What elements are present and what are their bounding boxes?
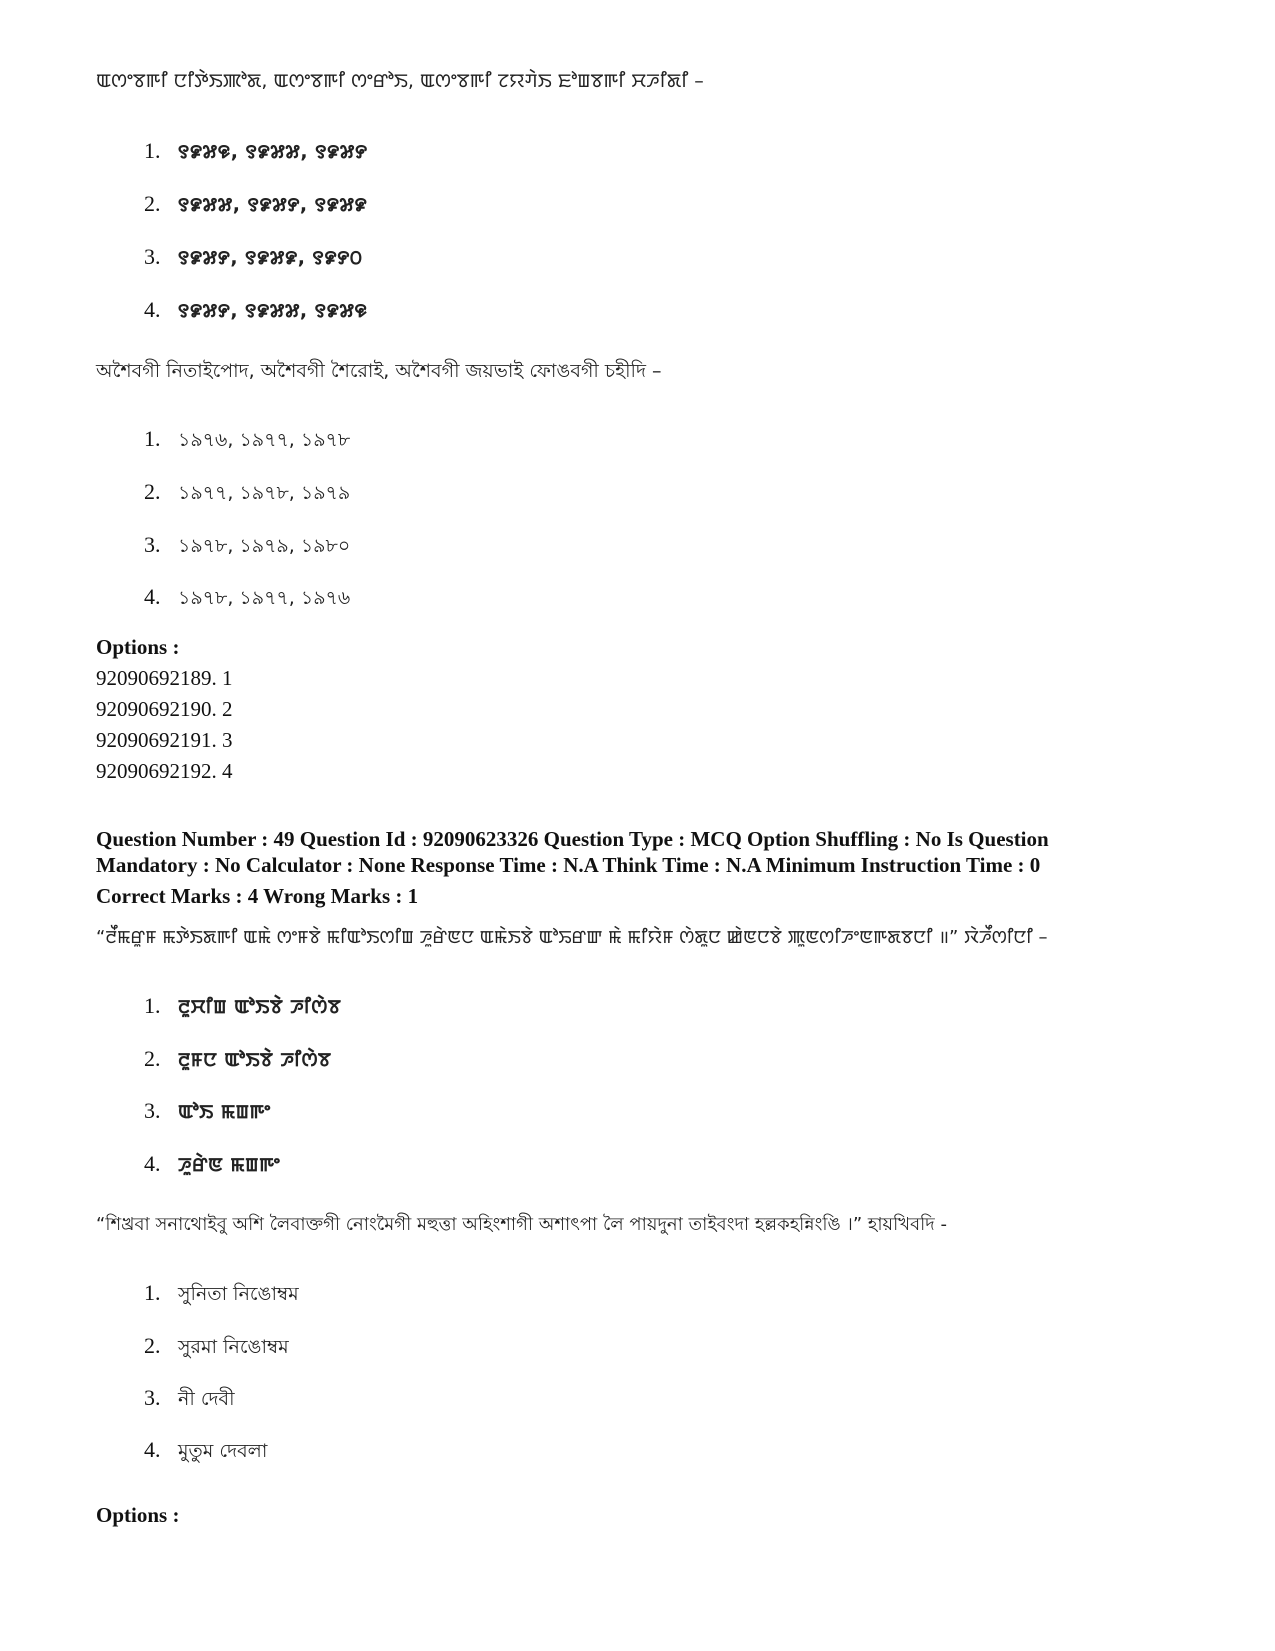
option-number: 3.	[144, 1098, 161, 1123]
option-text: ১৯৭৮, ১৯৭৭, ১৯৭৬	[178, 587, 351, 609]
option-text: ১৯৭৮, ১৯৭৯, ১৯৮০	[178, 535, 351, 557]
option-number: 3.	[144, 532, 161, 557]
option-text: ꯍꯨꯔꯥꯟ ꯃꯡꯒꯦ	[178, 1154, 281, 1176]
option-number: 1.	[144, 426, 161, 451]
option-number: 1.	[144, 993, 161, 1018]
option-text: ꯱꯹꯷꯸, ꯱꯹꯷꯷, ꯱꯹꯷꯶	[178, 300, 368, 322]
option-number: 2.	[144, 1333, 161, 1358]
option-item	[144, 426, 350, 458]
option-item	[144, 1437, 267, 1469]
question-marks-line: Correct Marks : 4 Wrong Marks : 1	[96, 884, 419, 908]
option-text: ꯱꯹꯷꯸, ꯱꯹꯷꯹, ꯱꯹꯸꯰	[178, 247, 363, 269]
question-meta	[96, 826, 1206, 909]
option-item	[144, 1280, 299, 1312]
option-text: ꯂꯨꯆꯤꯡ ꯑꯣꯏꯕꯥ ꯍꯤꯁꯥꯕ	[178, 996, 342, 1018]
question-stem-meetei-2: “ꯂꯩꯃꯔꯨꯝ ꯃꯇꯥꯏꯗꯒꯤ ꯑꯃꯥ ꯁꯦꯝꯕꯥ ꯃꯤꯑꯣꯏꯁꯤꯡ ꯍꯨꯔꯥꯟꯅ ꯑꯃꯥꯏꯕꯥ ꯑꯣꯢꯔꯛ ꯃꯥ ꯃꯤꯌꯥꯝ ꯁꯥꯗꯨꯅ ꯀꯥꯟꯅꯕꯥ ꯄꯨꯟꯁꯤꯍꯦꯟꯒꯗꯕꯅꯤ ॥” ꯋꯥꯍꯩꯁꯤꯅꯤ –	[96, 927, 1048, 948]
option-item	[144, 138, 368, 165]
question-stem-bengali-2: “শিখ্রবা সনাথোইবু অশি লৈবাক্তগী নোংমৈগী মহুত্তা অহিংশাগী অশাৎপা লৈ পায়দুনা তাইবংদা হল্লকহন্নিংঙি ।” হায়খিবদি -	[96, 1214, 947, 1235]
option-id-row: 92090692192. 4	[96, 759, 233, 783]
option-item	[144, 532, 350, 564]
option-id-row: 92090692190. 2	[96, 697, 233, 721]
option-item	[144, 1046, 331, 1073]
options-block	[96, 632, 233, 787]
option-item	[144, 1385, 235, 1417]
option-text: ꯑꯣꯏ ꯃꯡꯒꯦ	[178, 1101, 271, 1123]
option-text: ১৯৭৭, ১৯৭৮, ১৯৭৯	[178, 482, 351, 504]
option-number: 4.	[144, 1151, 161, 1176]
option-id-row: 92090692189. 1	[96, 666, 233, 690]
option-text: সুরমা নিঙোম্বম	[178, 1336, 289, 1358]
option-item	[144, 297, 368, 324]
options-heading: Options :	[96, 635, 180, 659]
option-item	[144, 584, 350, 616]
option-number: 3.	[144, 1385, 161, 1410]
question-meta-line: Question Number : 49 Question Id : 92090623326 Question Type : MCQ Option Shuffling : No Is Question	[96, 827, 1049, 851]
question-stem-bengali-1: অশৈবগী নিতাইপোদ, অশৈবগী শৈরোই, অশৈবগী জয়ভাই ফোঙবগী চহীদি –	[96, 360, 662, 382]
option-id-row: 92090692191. 3	[96, 728, 233, 752]
option-number: 2.	[144, 479, 161, 504]
question-meta-line: Mandatory : No Calculator : None Response Time : N.A Think Time : N.A Minimum Instruction Time : 0	[96, 853, 1041, 877]
option-item	[144, 993, 341, 1020]
option-text: ꯂꯨꯝꯅ ꯑꯣꯏꯕꯥ ꯍꯤꯁꯥꯕ	[178, 1049, 332, 1071]
option-text: ꯱꯹꯷꯷, ꯱꯹꯷꯸, ꯱꯹꯷꯹	[178, 194, 368, 216]
option-text: মুতুম দেবলা	[178, 1440, 268, 1462]
option-number: 3.	[144, 244, 161, 269]
option-number: 1.	[144, 138, 161, 163]
question-stem-meetei-1: ꯑꯁꯦꯕꯒꯤ ꯅꯤꯇꯥꯏꯄꯣꯗ, ꯑꯁꯦꯕꯒꯤ ꯁꯦꯔꯣꯏ, ꯑꯁꯦꯕꯒꯤ ꯖꯌꯚꯥꯏ ꯐꯣꯡꯕꯒꯤ ꯆꯍꯤꯗꯤ –	[96, 70, 704, 92]
option-number: 4.	[144, 1437, 161, 1462]
option-number: 2.	[144, 1046, 161, 1071]
options-heading: Options :	[96, 1503, 180, 1527]
option-text: সুনিতা নিঙোম্বম	[178, 1283, 299, 1305]
option-item	[144, 1098, 271, 1125]
option-item	[144, 191, 367, 218]
option-item	[144, 1333, 289, 1365]
option-item	[144, 1151, 280, 1178]
option-number: 4.	[144, 584, 161, 609]
option-item	[144, 479, 350, 511]
option-text: ꯱꯹꯷꯶, ꯱꯹꯷꯷, ꯱꯹꯷꯸	[178, 141, 368, 163]
option-item	[144, 244, 363, 271]
options-block	[96, 1500, 179, 1531]
option-number: 1.	[144, 1280, 161, 1305]
option-number: 4.	[144, 297, 161, 322]
option-number: 2.	[144, 191, 161, 216]
option-text: ১৯৭৬, ১৯৭৭, ১৯৭৮	[178, 429, 351, 451]
option-text: নী দেবী	[178, 1388, 235, 1410]
